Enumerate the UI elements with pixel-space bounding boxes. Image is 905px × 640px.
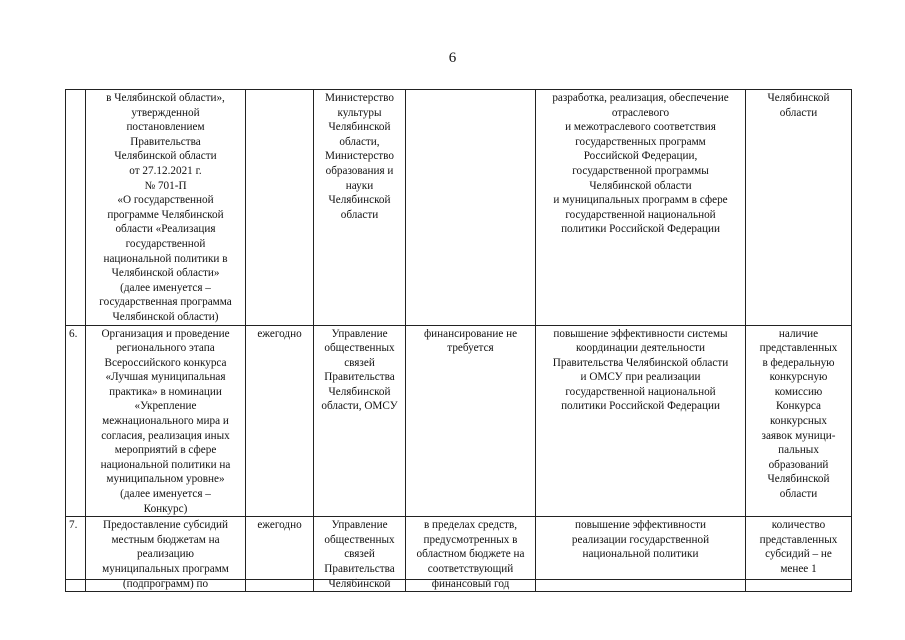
table-row xyxy=(66,325,852,517)
financing-cell: в пределах средств, предусмотренных в областном бюджете на соответствующий финансовый год xyxy=(406,517,536,592)
table-bottom-border xyxy=(65,579,852,580)
executor-cell: Министерство культуры Челябинской области, Министерство образования и науки Челябинской области xyxy=(314,90,406,326)
table-row xyxy=(66,90,852,326)
financing-cell xyxy=(406,90,536,326)
term-cell: ежегодно xyxy=(246,517,314,592)
term-cell xyxy=(246,90,314,326)
executor-cell: Управление общественных связей Правительства Челябинской xyxy=(314,517,406,592)
indicator-cell: наличие представленных в федеральную конкурсную комиссию Конкурса конкурсных заявок муници- пальных образований Челябинской области xyxy=(746,325,852,517)
page-number: 6 xyxy=(448,50,457,66)
result-cell: разработка, реализация, обеспечение отраслевого и межотраслевого соответствия государственных программ Российской Федерации, государственной программы Челябинской области и муниципальных программ в сфере государственной национальной политики Российской Федерации xyxy=(536,90,746,326)
indicator-cell: количество представленных субсидий – не менее 1 xyxy=(746,517,852,592)
table-row xyxy=(66,517,852,592)
result-cell: повышение эффективности реализации государственной национальной политики xyxy=(536,517,746,592)
event-cell: в Челябинской области», утвержденной постановлением Правительства Челябинской области от 27.12.2021 г. № 701-П «О государственной программе Челябинской области «Реализация государственной национальной политики в Челябинской области» (далее именуется – государственная программа Челябинской области) xyxy=(86,90,246,326)
row-number: 7. xyxy=(66,517,86,592)
result-cell: повышение эффективности системы координации деятельности Правительства Челябинской области и ОМСУ при реализации государственной национальной политики Российской Федерации xyxy=(536,325,746,517)
row-number: 6. xyxy=(66,325,86,517)
event-cell: Организация и проведение регионального этапа Всероссийского конкурса «Лучшая муниципальная практика» в номинации «Укрепление межнационального мира и согласия, реализация иных мероприятий в сфере национальной политики на муниципальном уровне» (далее именуется – Конкурс) xyxy=(86,325,246,517)
plan-table xyxy=(65,89,852,592)
term-cell: ежегодно xyxy=(246,325,314,517)
event-cell: Предоставление субсидий местным бюджетам на реализацию муниципальных программ (подпрограмм) по xyxy=(86,517,246,592)
financing-cell: финансирование не требуется xyxy=(406,325,536,517)
executor-cell: Управление общественных связей Правительства Челябинской области, ОМСУ xyxy=(314,325,406,517)
row-number xyxy=(66,90,86,326)
indicator-cell: Челябинской области xyxy=(746,90,852,326)
